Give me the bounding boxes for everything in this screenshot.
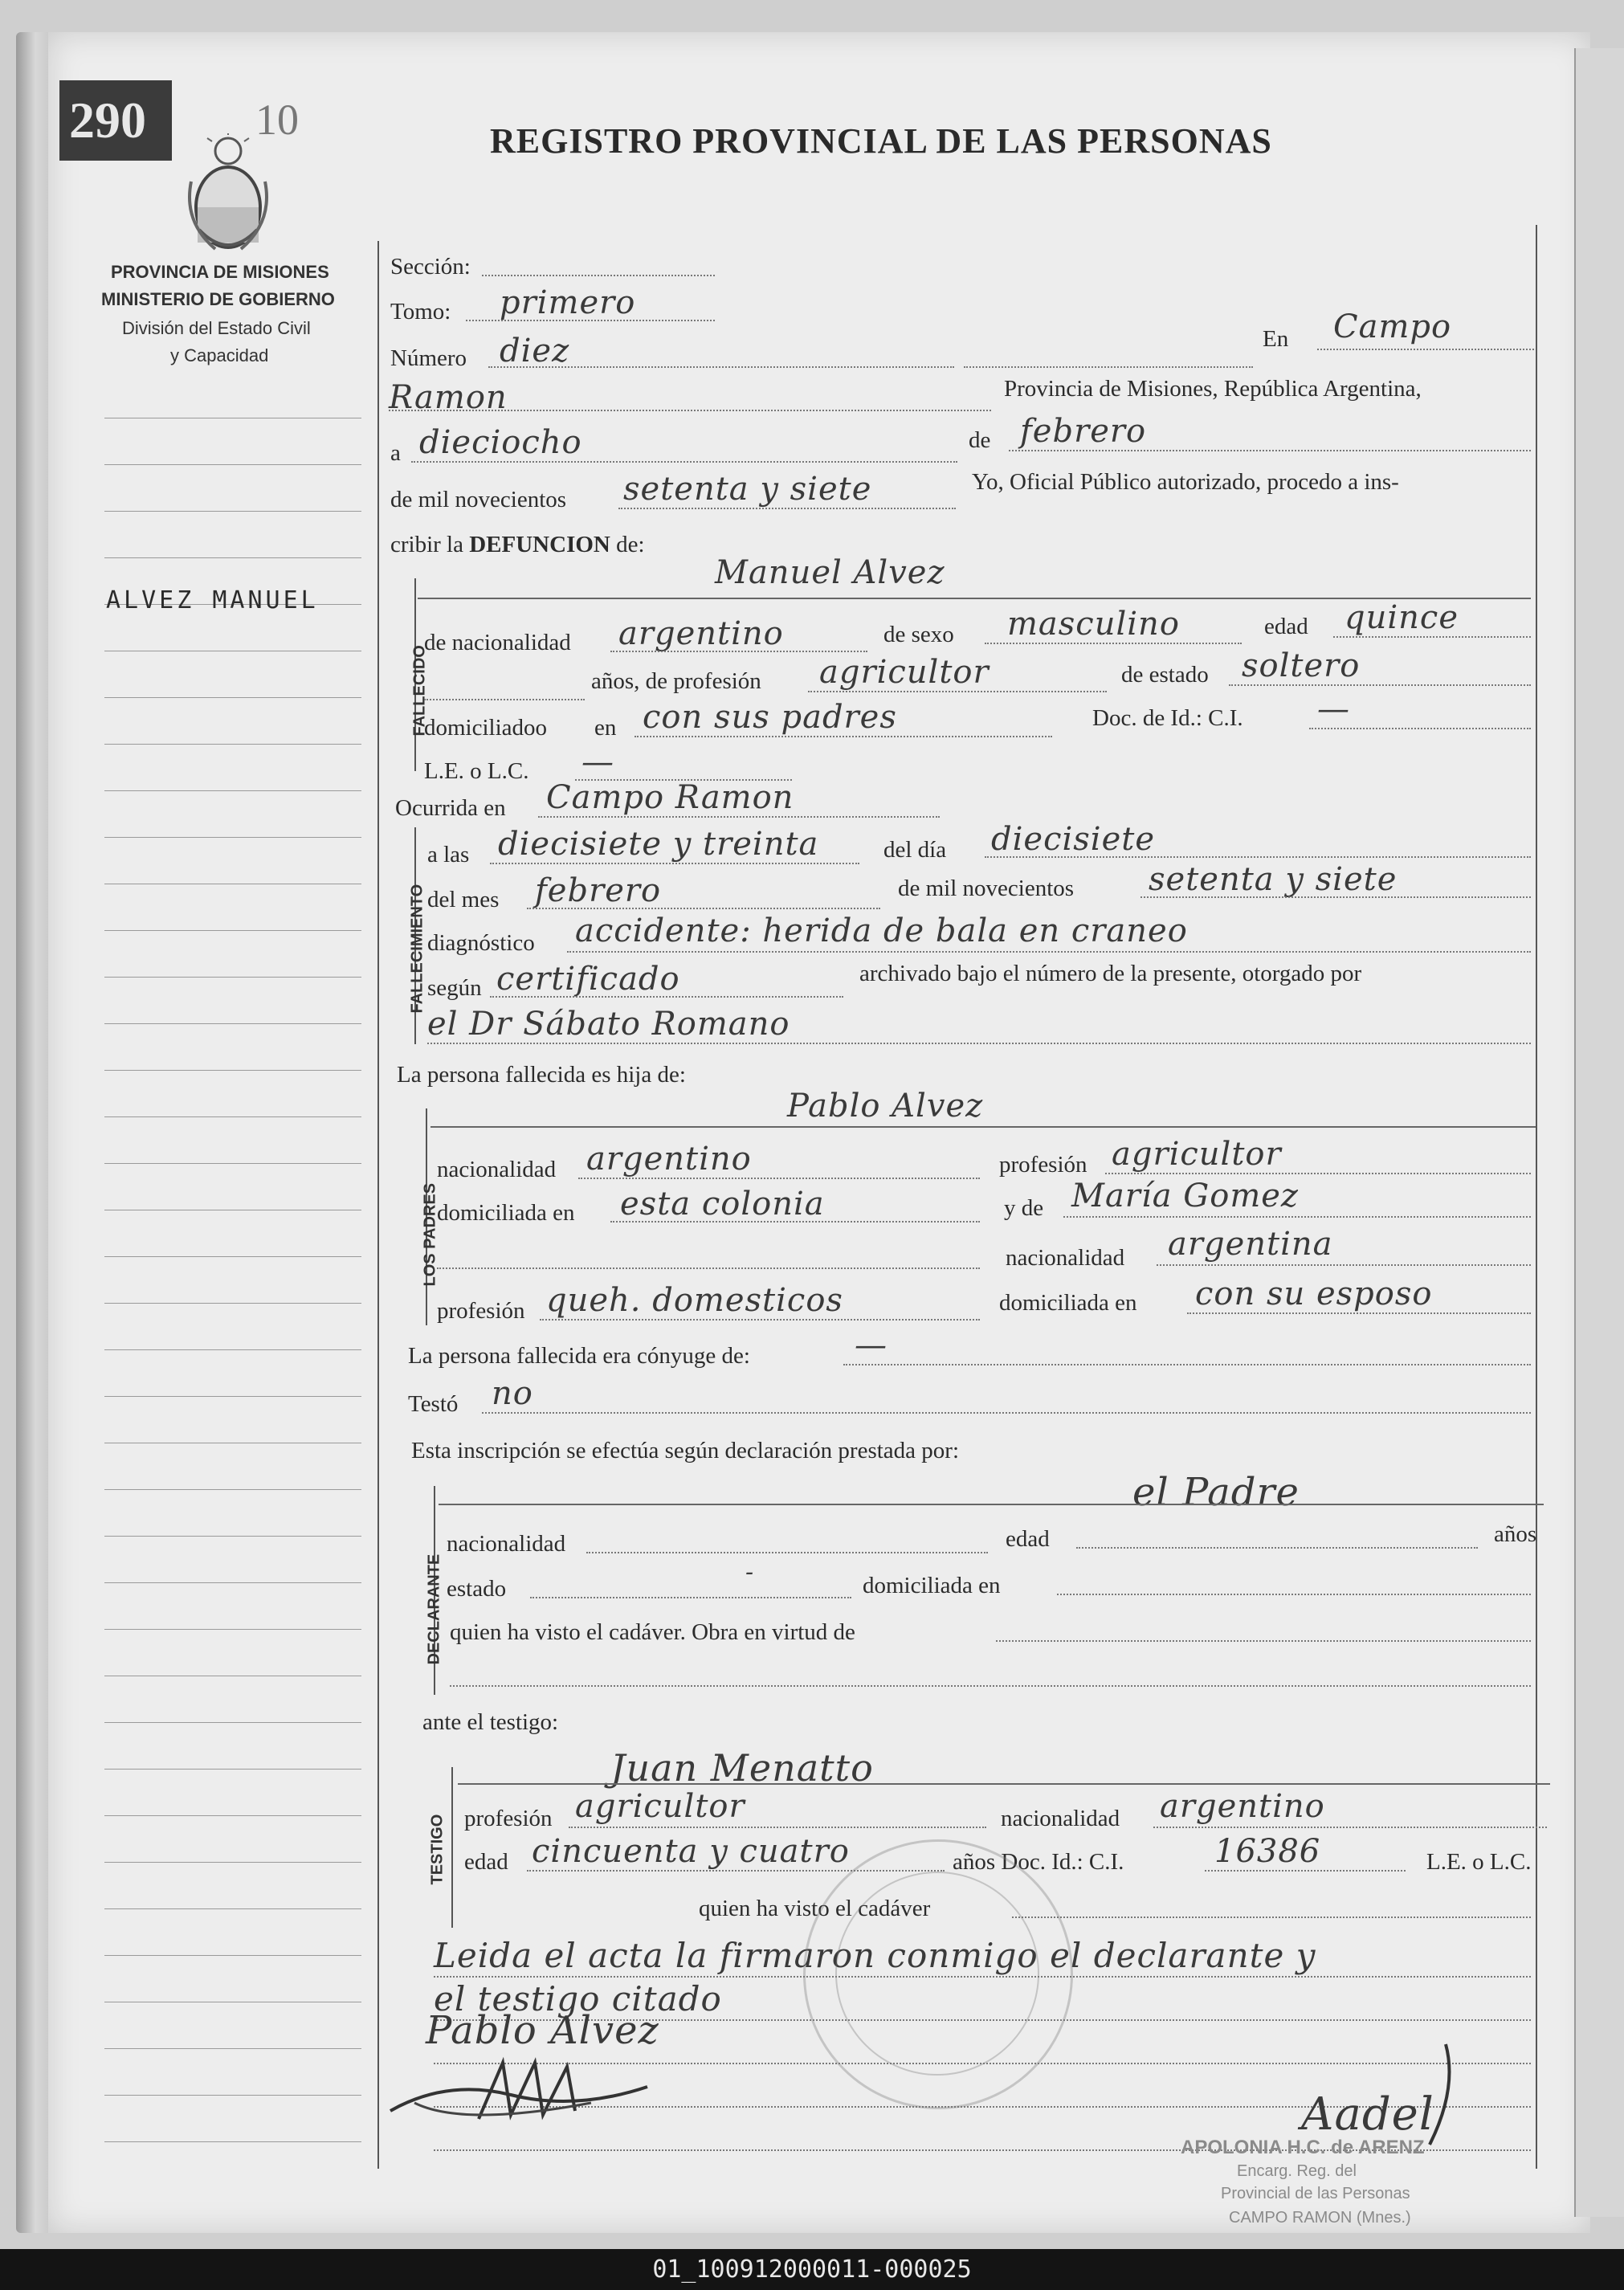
y-de-label: y de xyxy=(1004,1195,1044,1221)
padre-profesion-field xyxy=(1105,1173,1531,1174)
declarante-domicilio-label: domiciliada en xyxy=(863,1573,1001,1598)
adjacent-page-edge xyxy=(1574,48,1624,2217)
month-field xyxy=(1009,450,1531,451)
madre-nacionalidad-value: argentina xyxy=(1168,1226,1333,1263)
estado-field xyxy=(1229,684,1531,686)
declarante-edad-label: edad xyxy=(1006,1526,1050,1552)
testigo-nacionalidad-value: argentino xyxy=(1160,1788,1325,1825)
madre-profesion-value: queh. domesticos xyxy=(546,1282,843,1319)
margin-rule-line xyxy=(104,2141,361,2142)
coat-of-arms-icon xyxy=(183,133,273,254)
diagnostico-field xyxy=(567,951,1531,953)
edad-value: quince xyxy=(1344,599,1459,636)
testigo-name-value: Juan Menatto xyxy=(610,1746,874,1790)
sexo-field xyxy=(985,643,1242,644)
madre-nacionalidad-field xyxy=(1157,1264,1531,1266)
fallecimiento-section-label: FALLECIMIENTO xyxy=(408,884,426,1014)
margin-rule-line xyxy=(104,511,361,512)
margin-rule-line xyxy=(104,1070,361,1071)
le-value: — xyxy=(581,744,614,781)
conyuge-label: La persona fallecida era cónyuge de: xyxy=(408,1343,750,1369)
anos-profesion-label: años, de profesión xyxy=(591,668,761,694)
sexo-value: masculino xyxy=(1007,606,1180,643)
official-seal-inner-icon xyxy=(835,1872,1039,2076)
padre-domicilio-label: domiciliada en xyxy=(437,1200,575,1226)
padre-nacionalidad-field xyxy=(578,1178,980,1179)
margin-rule-line xyxy=(104,837,361,838)
tomo-value: primero xyxy=(500,284,636,321)
place-value: Campo xyxy=(1333,308,1452,345)
hora-value: diecisiete y treinta xyxy=(498,826,819,863)
a-label: a xyxy=(390,440,401,466)
madre-domicilio-value: con su esposo xyxy=(1195,1276,1433,1312)
margin-surname-note: ALVEZ MANUEL xyxy=(106,586,319,614)
testo-field xyxy=(482,1412,1531,1414)
declarante-obra-field xyxy=(996,1640,1531,1642)
closing-line-2: el testigo citado xyxy=(434,1979,722,2019)
testigo-profesion-field xyxy=(569,1827,986,1828)
ocurrida-value: Campo Ramon xyxy=(546,779,794,816)
segun-field xyxy=(490,996,843,998)
testigo-visto-field xyxy=(1012,1916,1531,1918)
margin-rule-line xyxy=(104,464,361,465)
declaracion-intro: Esta inscripción se efectúa según declaración prestada por: xyxy=(411,1438,960,1463)
declarante-estado-value: - xyxy=(745,1558,755,1586)
margin-rule-line xyxy=(104,1303,361,1304)
form-left-border xyxy=(377,241,379,2169)
margin-rule-line xyxy=(104,2048,361,2049)
declarante-anos-label: años xyxy=(1494,1521,1537,1547)
signature-declarante: Pablo Alvez xyxy=(426,2008,659,2053)
sexo-label: de sexo xyxy=(883,622,954,647)
defuncion-label: DEFUNCION xyxy=(469,532,610,557)
padre-nacionalidad-label: nacionalidad xyxy=(437,1157,557,1182)
place-continued-value: Ramon xyxy=(389,379,508,416)
margin-rule-line xyxy=(104,1955,361,1956)
mes-label: del mes xyxy=(427,887,500,912)
dia-field xyxy=(985,856,1531,858)
oficial-text: Yo, Oficial Público autorizado, procedo a ins- xyxy=(972,469,1399,495)
mother-name-field xyxy=(1063,1216,1531,1218)
ocurrida-field xyxy=(538,816,940,818)
capacity-label: y Capacidad xyxy=(170,345,269,365)
declarante-nacionalidad-label: nacionalidad xyxy=(447,1531,566,1557)
day-value: dieciocho xyxy=(419,424,582,461)
nacionalidad-value: argentino xyxy=(618,615,784,652)
father-name-value: Pablo Alvez xyxy=(787,1088,984,1125)
closing-line-1: Leida el acta la firmaron conmigo el declarante y xyxy=(434,1936,1316,1975)
domicilio-en-label: en xyxy=(594,715,617,741)
nacionalidad-label: de nacionalidad xyxy=(424,630,571,655)
segun-value: certificado xyxy=(496,961,680,998)
doctor-field xyxy=(427,1043,1531,1044)
mother-name-value: María Gomez xyxy=(1071,1178,1299,1214)
diagnostico-value: accidente: herida de bala en craneo xyxy=(575,912,1188,949)
testigo-edad-label: edad xyxy=(464,1849,508,1875)
declarante-name-field xyxy=(439,1504,1544,1505)
year-value: setenta y siete xyxy=(623,471,872,508)
hora-field xyxy=(490,863,859,864)
domiciliado-label xyxy=(424,715,547,741)
testigo-edad-value: cincuenta y cuatro xyxy=(532,1833,850,1870)
year-label: de mil novecientos xyxy=(390,487,567,512)
testigo-profesion-label: profesión xyxy=(464,1806,553,1831)
tomo-field xyxy=(466,320,715,321)
segun-label: según xyxy=(427,975,482,1001)
madre-nacionalidad-label: nacionalidad xyxy=(1006,1245,1125,1271)
padre-profesion-value: agricultor xyxy=(1112,1136,1282,1173)
numero-value: diez xyxy=(500,333,570,369)
madre-profesion-label: profesión xyxy=(437,1298,525,1324)
madre-domicilio-field xyxy=(1187,1312,1531,1314)
numero-field xyxy=(488,366,954,368)
page-number-tab: 290 xyxy=(59,80,172,161)
edad-cont-field xyxy=(424,699,585,700)
signature-testigo-icon xyxy=(382,2047,655,2135)
archivado-text: archivado bajo el número de la presente, otorgado por xyxy=(859,961,1362,986)
stamp-line-1: APOLONIA H.C. de ARENZ xyxy=(1181,2137,1425,2158)
declarante-extra-field xyxy=(450,1685,1531,1687)
fallecido-section-label: FALLECIDO xyxy=(410,645,429,737)
domiciliado-suffix: o xyxy=(535,715,548,741)
profesion-field xyxy=(808,691,1107,692)
margin-rule-line xyxy=(104,744,361,745)
testigo-section-label: TESTIGO xyxy=(428,1814,447,1885)
conyuge-value: — xyxy=(855,1327,887,1364)
declarante-edad-field xyxy=(1076,1547,1478,1549)
conyuge-field xyxy=(843,1364,1531,1365)
testigo-doc-field xyxy=(1205,1870,1406,1872)
testo-value: no xyxy=(492,1375,533,1412)
profesion-value: agricultor xyxy=(819,654,989,691)
madre-domicilio-label: domiciliada en xyxy=(999,1290,1137,1316)
testigo-profesion-value: agricultor xyxy=(575,1788,745,1825)
tomo-label: Tomo: xyxy=(390,299,451,325)
place-field xyxy=(1317,349,1534,350)
margin-rule-line xyxy=(104,1815,361,1816)
margin-rule-line xyxy=(104,1349,361,1350)
margin-rule-line xyxy=(104,1769,361,1770)
stamp-line-4: CAMPO RAMON (Mnes.) xyxy=(1229,2209,1411,2227)
testo-label: Testó xyxy=(408,1391,459,1417)
declarante-domicilio-field xyxy=(1057,1594,1531,1595)
doc-label: Doc. de Id.: C.I. xyxy=(1092,705,1243,731)
margin-rule-line xyxy=(104,1908,361,1909)
declarante-estado-label: estado xyxy=(447,1576,507,1602)
fallecimiento-year-field xyxy=(1140,896,1531,898)
domicilio-field xyxy=(635,736,1052,737)
hora-label: a las xyxy=(427,842,470,867)
hija-label: La persona fallecida es hija de: xyxy=(397,1062,686,1088)
declarante-visto-label: quien ha visto el cadáver. Obra en virtud de xyxy=(450,1619,855,1645)
place-continued-field xyxy=(389,410,991,411)
fallecimiento-year-label: de mil novecientos xyxy=(898,876,1075,901)
margin-rule-line xyxy=(104,1163,361,1164)
ocurrida-label: Ocurrida en xyxy=(395,795,506,821)
estado-label: de estado xyxy=(1121,662,1209,688)
form-right-border xyxy=(1536,225,1537,2169)
testigo-visto-label: quien ha visto el cadáver xyxy=(699,1896,931,1921)
margin-rule-line xyxy=(104,930,361,931)
testigo-doc-label: años Doc. Id.: C.I. xyxy=(953,1849,1124,1875)
testigo-doc-value: 16386 xyxy=(1214,1833,1321,1870)
madre-profesion-field xyxy=(540,1319,980,1321)
testigo-border xyxy=(451,1767,453,1928)
margin-rule-line xyxy=(104,1582,361,1583)
nacionalidad-field xyxy=(610,651,867,652)
estado-value: soltero xyxy=(1242,647,1361,684)
declarante-name-value: el Padre xyxy=(1132,1470,1300,1515)
margin-rule-line xyxy=(104,697,361,698)
father-name-field xyxy=(430,1126,1536,1128)
padres-section-label: LOS PADRES xyxy=(421,1182,439,1287)
margin-rule-line xyxy=(104,1629,361,1630)
padre-domicilio-field xyxy=(610,1221,980,1223)
stamp-line-3: Provincial de las Personas xyxy=(1221,2185,1410,2202)
margin-rule-line xyxy=(104,1489,361,1490)
province-label: PROVINCIA DE MISIONES xyxy=(111,262,329,282)
declarante-nacionalidad-field xyxy=(586,1552,988,1553)
blank-field xyxy=(964,366,1253,368)
day-field xyxy=(411,461,957,463)
declarante-section-label: DECLARANTE xyxy=(425,1553,443,1665)
margin-rule-line xyxy=(104,2095,361,2096)
edad-field xyxy=(1333,636,1531,638)
ante-testigo-label: ante el testigo: xyxy=(422,1709,559,1735)
margin-rule-line xyxy=(104,1396,361,1397)
padre-profesion-label: profesión xyxy=(999,1152,1087,1178)
doc-value: — xyxy=(1317,691,1350,728)
document-title: REGISTRO PROVINCIAL DE LAS PERSONAS xyxy=(490,121,1272,161)
seccion-label: Sección: xyxy=(390,254,471,280)
cribir-label xyxy=(390,532,645,558)
mes-field xyxy=(527,908,880,909)
domiciliado-text: domiciliado xyxy=(424,715,536,741)
provincia-text: Provincia de Misiones, República Argentina, xyxy=(1004,376,1422,402)
edad-label: edad xyxy=(1264,614,1308,639)
margin-rule-line xyxy=(104,557,361,558)
ministry-label: MINISTERIO DE GOBIERNO xyxy=(101,289,335,309)
doctor-value: el Dr Sábato Romano xyxy=(427,1006,790,1043)
dia-value: diecisiete xyxy=(991,821,1156,858)
padre-nacionalidad-value: argentino xyxy=(586,1141,752,1178)
le-label: L.E. o L.C. xyxy=(424,758,529,784)
en-label: En xyxy=(1263,326,1289,352)
seccion-field xyxy=(482,275,715,276)
margin-rule-line xyxy=(104,1116,361,1117)
margin-rule-line xyxy=(104,1862,361,1863)
margin-rule-line xyxy=(104,1256,361,1257)
numero-label: Número xyxy=(390,345,467,371)
stamp-line-2: Encarg. Reg. del xyxy=(1237,2162,1357,2180)
fallecimiento-year-value: setenta y siete xyxy=(1149,861,1398,898)
testigo-nacionalidad-field xyxy=(1153,1827,1547,1828)
testigo-name-field xyxy=(458,1783,1550,1785)
margin-rule-line xyxy=(104,790,361,791)
mes-value: febrero xyxy=(535,872,662,909)
margin-rule-line xyxy=(104,1023,361,1024)
margin-rule-line xyxy=(104,977,361,978)
domicilio-value: con sus padres xyxy=(643,699,897,736)
margin-rule-line xyxy=(104,1722,361,1723)
cribir-la-text: cribir la xyxy=(390,532,463,557)
declarante-estado-field xyxy=(530,1597,851,1598)
month-value: febrero xyxy=(1020,413,1147,450)
testigo-nacionalidad-label: nacionalidad xyxy=(1001,1806,1120,1831)
corner-number: 10 xyxy=(255,96,299,144)
signature-flourish-icon xyxy=(1414,2040,1462,2153)
testigo-le-label: L.E. o L.C. xyxy=(1426,1849,1532,1875)
doc-field xyxy=(1309,728,1531,729)
image-id-footer: 01_100912000011-000025 xyxy=(0,2249,1624,2290)
de-label: de xyxy=(969,427,991,453)
division-label: División del Estado Civil xyxy=(122,318,311,338)
year-field xyxy=(618,508,956,509)
dia-label: del día xyxy=(883,837,947,863)
padres-blank-field xyxy=(437,1267,980,1269)
defuncion-de-text: de: xyxy=(616,532,645,557)
deceased-name-value: Manuel Alvez xyxy=(715,554,945,591)
margin-rule-line xyxy=(104,1536,361,1537)
signature-official: Aadel xyxy=(1301,2088,1434,2141)
padre-domicilio-value: esta colonia xyxy=(620,1186,825,1223)
diagnostico-label: diagnóstico xyxy=(427,930,535,956)
